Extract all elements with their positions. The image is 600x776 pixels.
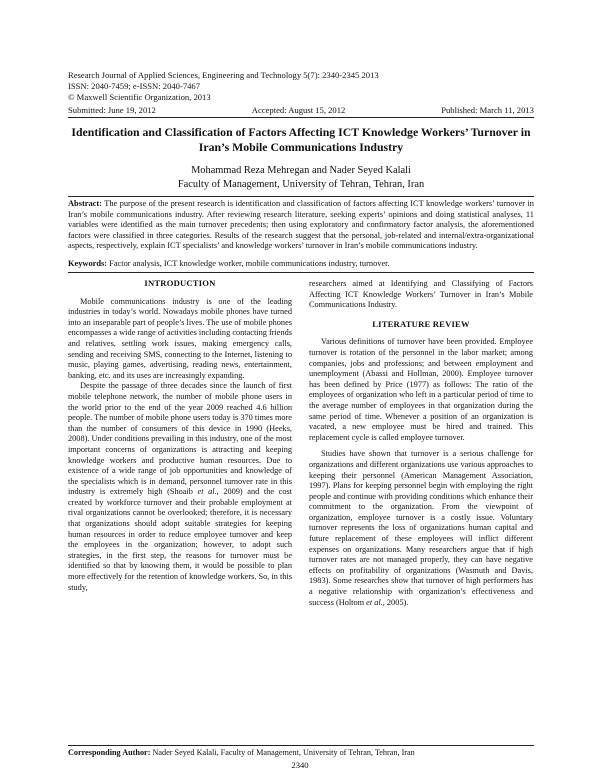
dates-row bbox=[68, 105, 534, 115]
introduction-heading: INTRODUCTION bbox=[144, 278, 216, 288]
lit-paragraph-1: Various definitions of turnover have been provided. Employee turnover is rotation of the personnel in the labor market; among companies, jobs and professions; and between employment and unemployment (Abassi and Hollman, 2000). Employee turnover has been defined by Price (1977) as follows: The ratio of the employees of organization who left in a particular period of time to the average number of employees in that organization during the same period of time. Whenever a position of an organization is vacated, a new employee must be hired and trained. This replacement cycle is called employee turnover. bbox=[309, 337, 533, 442]
affiliation: Faculty of Management, University of Tehran, Tehran, Iran bbox=[177, 178, 425, 190]
copyright-line: © Maxwell Scientific Organization, 2013 bbox=[68, 92, 211, 102]
keywords-rule bbox=[68, 272, 534, 273]
keywords-label: Keywords: bbox=[68, 259, 108, 268]
left-column bbox=[68, 278, 292, 593]
author-names: Mohammad Reza Mehregan and Nader Seyed Kalali bbox=[191, 165, 411, 176]
intro-paragraph-1: Mobile communications industry is one of the leading industries in today’s world. Nowadays mobile phones have turned into an inseparable part of people’s lives. The use of mobile phones encompasses a wide range of activities including contacting friends and relatives, settling work issues, making emergency calls, sending and receiving SMS, connecting to the Internet, listening to music, playing games, advertising, reading news, entertainment, banking, etc. and its uses are increasingly expanding. bbox=[68, 296, 292, 380]
intro-paragraph-end: researchers aimed at Identifying and Classifying of Factors Affecting ICT Knowledge Workers’ Turnover in Iran’s Mobile Communications Industry. bbox=[309, 279, 533, 310]
abstract-label: Abstract: bbox=[68, 199, 102, 208]
journal-line: Research Journal of Applied Sciences, Engineering and Technology 5(7): 2340-2345 2013 bbox=[68, 70, 379, 80]
intro-paragraph-2: Despite the passage of three decades since the launch of first mobile telephone network, the number of mobile phone users in the world prior to the end of the year 2009 reached 4.6 billion people. The number of mobile phone users today is 370 times more than the number of consumers of this device in 1990 (Heeks, 2008). Under conditions prevailing in this industry, one of the most important concerns of organizations is attracting and keeping knowledge workers and productive human resources. Due to existence of a wide range of job opportunities and knowledge of the specialists which is in demand, personnel turnover rate in this industry is extremely high (Shoaib et al., 2009) and the cost created by workforce turnover and their probable employment at rival organizations cannot be overlooked; therefore, it is necessary that organizations should adopt suitable strategies for keeping human resources in order to reduce employee turnover and keep the employees in the organization; however, to adopt such strategies, in the first step, the reasons for turnover must be identified so that by knowing them, it would be possible to plan more effectively for the retention of knowledge workers. So, in this study, bbox=[68, 381, 292, 592]
abstract bbox=[68, 199, 534, 252]
right-column bbox=[309, 279, 533, 608]
page-number: 2340 bbox=[291, 760, 309, 770]
header-rule bbox=[68, 117, 534, 118]
issn-line: ISSN: 2040-7459; e-ISSN: 2040-7467 bbox=[68, 81, 201, 91]
corresponding-author-label: Corresponding Author: bbox=[68, 748, 151, 757]
submitted-date: Submitted: June 19, 2012 bbox=[68, 105, 156, 115]
published-date: Published: March 11, 2013 bbox=[441, 105, 534, 115]
author-block bbox=[68, 164, 534, 191]
lit-paragraph-2: Studies have shown that turnover is a serious challenge for organizations and different organizations use various approaches to keeping their personnel (American Management Association, 1997). Plans for keeping personnel begin with employing the right people and continue with providing conditions which enhance their commitment to the organization. From the viewpoint of organization, employee turnover is a costly issue. Voluntary turnover represents the loss of organizations human capital and future replacement of these employees will inflict different expenses on organizations. Many researchers argue that if high turnover rates are not managed properly, they can have negative effects on profitability of organizations (Wasmuth and Davis, 1983). Some researches show that turnover of high performers has a negative relationship with organization’s effectiveness and success (Holtom et al., 2005). bbox=[309, 449, 533, 607]
corresponding-author-text: Nader Seyed Kalali, Faculty of Management, University of Tehran, Tehran, Iran bbox=[150, 748, 415, 757]
keywords bbox=[68, 259, 534, 270]
corresponding-author bbox=[68, 748, 415, 757]
literature-review-heading: LITERATURE REVIEW bbox=[372, 318, 470, 329]
footer-rule bbox=[68, 745, 534, 746]
accepted-date: Accepted: August 15, 2012 bbox=[251, 105, 346, 115]
abstract-top-rule bbox=[68, 196, 534, 197]
abstract-text: The purpose of the present research is identification and classification of factors affecting ICT knowledge workers’ turnover in Iran’s mobile communications industry. After reviewing research literature, seeking experts’ opinions and doing statistical analyses, 11 variables were identified as the main turnover precedents; then using exploratory and confirmatory factor analysis, the aforementioned factors were classified in three categories. Results of the research suggest that the personal, job-related and internal/extra-organizational aspects, respectively, explain ICT specialists’ and knowledge workers’ turnover in Iran’s mobile communications industry. bbox=[68, 199, 534, 251]
keywords-text: Factor analysis, ICT knowledge worker, mobile communications industry, turnover. bbox=[107, 259, 390, 268]
paper-title: Identification and Classification of Factors Affecting ICT Knowledge Workers’ Turnover in Iran’s Mobile Communications Industry bbox=[71, 125, 531, 154]
